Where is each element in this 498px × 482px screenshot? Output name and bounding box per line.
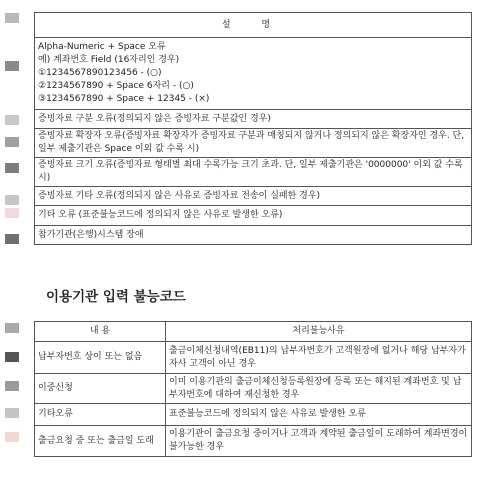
description-header: 설 명: [35, 13, 472, 38]
margin-marker: [5, 234, 19, 244]
input-failure-code-table: [34, 321, 472, 457]
margin-marker: [5, 137, 19, 147]
left-margin-markers: [0, 0, 34, 482]
table-row: [35, 342, 472, 374]
content-header: 내 용: [35, 322, 166, 342]
reason-cell: 출금이체신청내역(EB11)의 납부자번호가 고객원장에 없거나 해당 납부자가 자사 고객이 아닌 경우: [166, 342, 472, 374]
table-row: [35, 404, 472, 426]
table-row: 증빙자료 확장자 오류(증빙자료 확장자가 증빙자료 구분과 매칭되지 않거나 정의되지 않은 확장자인 경우. 단, 일부 제출기관은 Space 이외 값 수록 시): [35, 129, 472, 158]
reason-header: 처리불능사유: [166, 322, 472, 342]
table-row: 기타 오류 (표준불능코드에 정의되지 않은 사유로 발생한 오류): [35, 206, 472, 226]
margin-marker: [5, 13, 19, 23]
content-cell: 이중신청: [35, 374, 166, 404]
margin-marker: [5, 115, 19, 125]
margin-marker: [5, 61, 19, 71]
reason-cell: 이용기관이 출금요청 중이거나 고객과 계약된 출금일이 도래하여 계좌변경이 불가능한 경우: [166, 426, 472, 457]
content-cell: 기타오류: [35, 404, 166, 426]
margin-marker: [5, 352, 19, 362]
table-row: 증빙자료 기타 오류(정의되지 않은 사유로 증빙자료 전송이 실패한 경우): [35, 187, 472, 206]
margin-marker: [5, 408, 19, 418]
table-row: Alpha-Numeric + Space 오류 예) 계좌번호 Field (16자리인 경우) ①1234567890123456 - (○) ②1234567890 + Space 6자리 - (○) ③1234567890 + Space + 12345 - (×): [35, 38, 472, 110]
margin-marker: [5, 195, 19, 205]
reason-cell: 이미 이용기관의 출금이체신청등록원장에 등록 또는 해지된 계좌번호 및 납부자번호에 대하여 재신청한 경우: [166, 374, 472, 404]
margin-marker: [5, 208, 19, 218]
margin-marker: [5, 163, 19, 173]
content-cell: 납부자번호 상이 또는 없음: [35, 342, 166, 374]
table-row: 증빙자료 크기 오류(증빙자료 형태별 최대 수록가능 크기 초과. 단, 일부 제출기관은 '0000000' 이외 값 수록 시): [35, 158, 472, 187]
margin-marker: [5, 381, 19, 391]
table-row: [35, 374, 472, 404]
content-cell: 출금요청 중 또는 출금일 도래: [35, 426, 166, 457]
margin-marker: [5, 432, 19, 442]
error-description-table: [34, 12, 472, 245]
margin-marker: [5, 323, 19, 333]
table-row: [35, 426, 472, 457]
table-row: 참가기관(은행)시스템 장애: [35, 226, 472, 245]
reason-cell: 표준불능코드에 정의되지 않은 사유로 발생한 오류: [166, 404, 472, 426]
table-row: 증빙자료 구분 오류(정의되지 않은 증빙자료 구분값인 경우): [35, 110, 472, 129]
section-title: 이용기관 입력 불능코드: [46, 289, 186, 305]
